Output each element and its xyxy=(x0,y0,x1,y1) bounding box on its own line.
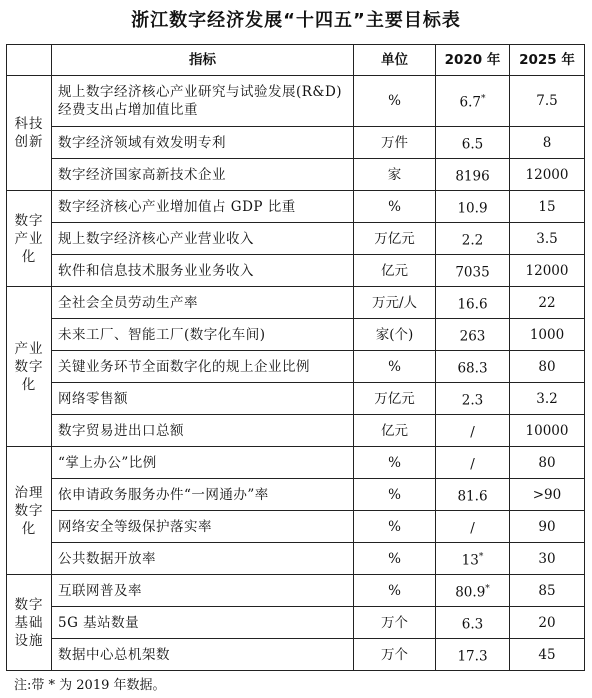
value-2025-cell: 80 xyxy=(510,447,585,479)
indicator-cell: 数字贸易进出口总额 xyxy=(52,415,354,447)
value-2020-cell xyxy=(436,159,510,191)
value-2020-cell xyxy=(436,127,510,159)
value-2025-cell: 45 xyxy=(510,639,585,671)
category-cell: 数字产业化 xyxy=(7,191,52,287)
unit-cell: 家 xyxy=(354,159,436,191)
value-2020: 80.9 xyxy=(455,584,486,601)
value-2025-cell: 8 xyxy=(510,127,585,159)
indicator-cell: 数据中心总机架数 xyxy=(52,639,354,671)
value-2020: 17.3 xyxy=(457,648,488,665)
indicator-cell: 5G 基站数量 xyxy=(52,607,354,639)
indicator-cell: 关键业务环节全面数字化的规上企业比例 xyxy=(52,351,354,383)
unit-cell: % xyxy=(354,479,436,511)
value-2025-cell: 3.2 xyxy=(510,383,585,415)
footnote: 注:带 * 为 2019 年数据。 xyxy=(14,678,166,693)
targets-table xyxy=(6,44,585,671)
unit-cell: 万个 xyxy=(354,607,436,639)
category-cell: 治理数字化 xyxy=(7,447,52,575)
unit-cell: % xyxy=(354,191,436,223)
table-row xyxy=(7,479,585,511)
value-2020: 68.3 xyxy=(457,360,488,377)
indicator-cell: 公共数据开放率 xyxy=(52,543,354,575)
table-row xyxy=(7,447,585,479)
value-2020-cell xyxy=(436,479,510,511)
header-row xyxy=(7,45,585,76)
value-2020: 263 xyxy=(459,328,486,345)
value-2020: 81.6 xyxy=(457,488,488,505)
value-2020: / xyxy=(470,424,475,441)
unit-cell: 万元/人 xyxy=(354,287,436,319)
value-2020: 10.9 xyxy=(457,200,488,217)
unit-cell: 万个 xyxy=(354,639,436,671)
table-row xyxy=(7,543,585,575)
table-row xyxy=(7,76,585,127)
indicator-cell: 规上数字经济核心产业营业收入 xyxy=(52,223,354,255)
value-2025-cell: 10000 xyxy=(510,415,585,447)
table-row xyxy=(7,511,585,543)
unit-cell: % xyxy=(354,447,436,479)
indicator-cell: 数字经济核心产业增加值占 GDP 比重 xyxy=(52,191,354,223)
value-2020: 6.5 xyxy=(461,136,484,153)
value-2025-cell: 15 xyxy=(510,191,585,223)
table-row xyxy=(7,223,585,255)
value-2020-cell xyxy=(436,447,510,479)
value-2025-cell: 90 xyxy=(510,511,585,543)
table-row xyxy=(7,287,585,319)
table-row xyxy=(7,159,585,191)
indicator-cell: 全社会全员劳动生产率 xyxy=(52,287,354,319)
value-2020: 7035 xyxy=(455,264,490,281)
value-2020-cell xyxy=(436,319,510,351)
table-row xyxy=(7,319,585,351)
table-row xyxy=(7,351,585,383)
data-year-marker: * xyxy=(478,551,484,562)
value-2020: 2.3 xyxy=(461,392,484,409)
value-2020-cell xyxy=(436,191,510,223)
value-2020-cell xyxy=(436,255,510,287)
value-2020: 8196 xyxy=(455,168,490,185)
value-2025-cell: 3.5 xyxy=(510,223,585,255)
value-2020-cell xyxy=(436,575,510,607)
value-2020-cell xyxy=(436,639,510,671)
unit-cell: 万件 xyxy=(354,127,436,159)
header-indicator: 指标 xyxy=(52,45,354,76)
value-2025-cell: 12000 xyxy=(510,255,585,287)
value-2025-cell: 22 xyxy=(510,287,585,319)
value-2020-cell xyxy=(436,607,510,639)
indicator-cell: “掌上办公”比例 xyxy=(52,447,354,479)
table-row xyxy=(7,255,585,287)
category-cell: 产业数字化 xyxy=(7,287,52,447)
value-2025-cell: 12000 xyxy=(510,159,585,191)
indicator-cell: 规上数字经济核心产业研究与试验发展(R&D)经费支出占增加值比重 xyxy=(52,76,354,127)
value-2020: 6.7 xyxy=(459,94,481,111)
value-2025-cell: 7.5 xyxy=(510,76,585,127)
table-row xyxy=(7,127,585,159)
unit-cell: % xyxy=(354,575,436,607)
value-2020-cell xyxy=(436,76,510,127)
table-row xyxy=(7,191,585,223)
table-row xyxy=(7,383,585,415)
category-cell: 科技创新 xyxy=(7,76,52,191)
data-year-marker: * xyxy=(480,94,486,105)
unit-cell: 万亿元 xyxy=(354,223,436,255)
indicator-cell: 软件和信息技术服务业业务收入 xyxy=(52,255,354,287)
unit-cell: 万亿元 xyxy=(354,383,436,415)
unit-cell: % xyxy=(354,76,436,127)
unit-cell: 亿元 xyxy=(354,415,436,447)
value-2020-cell xyxy=(436,351,510,383)
data-year-marker: * xyxy=(485,583,490,594)
unit-cell: % xyxy=(354,351,436,383)
value-2025-cell: >90 xyxy=(510,479,585,511)
value-2020-cell xyxy=(436,383,510,415)
value-2025-cell: 1000 xyxy=(510,319,585,351)
indicator-cell: 未来工厂、智能工厂(数字化车间) xyxy=(52,319,354,351)
header-2020: 2020 年 xyxy=(436,45,510,76)
header-category xyxy=(7,45,52,76)
value-2020-cell xyxy=(436,543,510,575)
value-2020-cell xyxy=(436,415,510,447)
value-2020: / xyxy=(470,456,475,473)
indicator-cell: 网络安全等级保护落实率 xyxy=(52,511,354,543)
table-row xyxy=(7,639,585,671)
table-title: 浙江数字经济发展“十四五”主要目标表 xyxy=(131,10,461,31)
table-row xyxy=(7,415,585,447)
table-row xyxy=(7,607,585,639)
header-2025: 2025 年 xyxy=(510,45,585,76)
indicator-cell: 数字经济领域有效发明专利 xyxy=(52,127,354,159)
category-cell: 数字基础设施 xyxy=(7,575,52,671)
value-2020: 13 xyxy=(461,552,479,569)
value-2025-cell: 80 xyxy=(510,351,585,383)
value-2020-cell xyxy=(436,287,510,319)
value-2020: / xyxy=(470,520,475,537)
unit-cell: % xyxy=(354,511,436,543)
indicator-cell: 互联网普及率 xyxy=(52,575,354,607)
value-2020-cell xyxy=(436,223,510,255)
value-2020: 6.3 xyxy=(461,616,484,633)
indicator-cell: 依申请政务服务办件“一网通办”率 xyxy=(52,479,354,511)
value-2025-cell: 20 xyxy=(510,607,585,639)
unit-cell: 亿元 xyxy=(354,255,436,287)
unit-cell: 家(个) xyxy=(354,319,436,351)
value-2020-cell xyxy=(436,511,510,543)
indicator-cell: 网络零售额 xyxy=(52,383,354,415)
table-row xyxy=(7,575,585,607)
value-2025-cell: 85 xyxy=(510,575,585,607)
value-2025-cell: 30 xyxy=(510,543,585,575)
table-body xyxy=(7,76,585,671)
indicator-cell: 数字经济国家高新技术企业 xyxy=(52,159,354,191)
value-2020: 2.2 xyxy=(461,232,484,249)
value-2020: 16.6 xyxy=(457,296,488,313)
header-unit: 单位 xyxy=(354,45,436,76)
unit-cell: % xyxy=(354,543,436,575)
